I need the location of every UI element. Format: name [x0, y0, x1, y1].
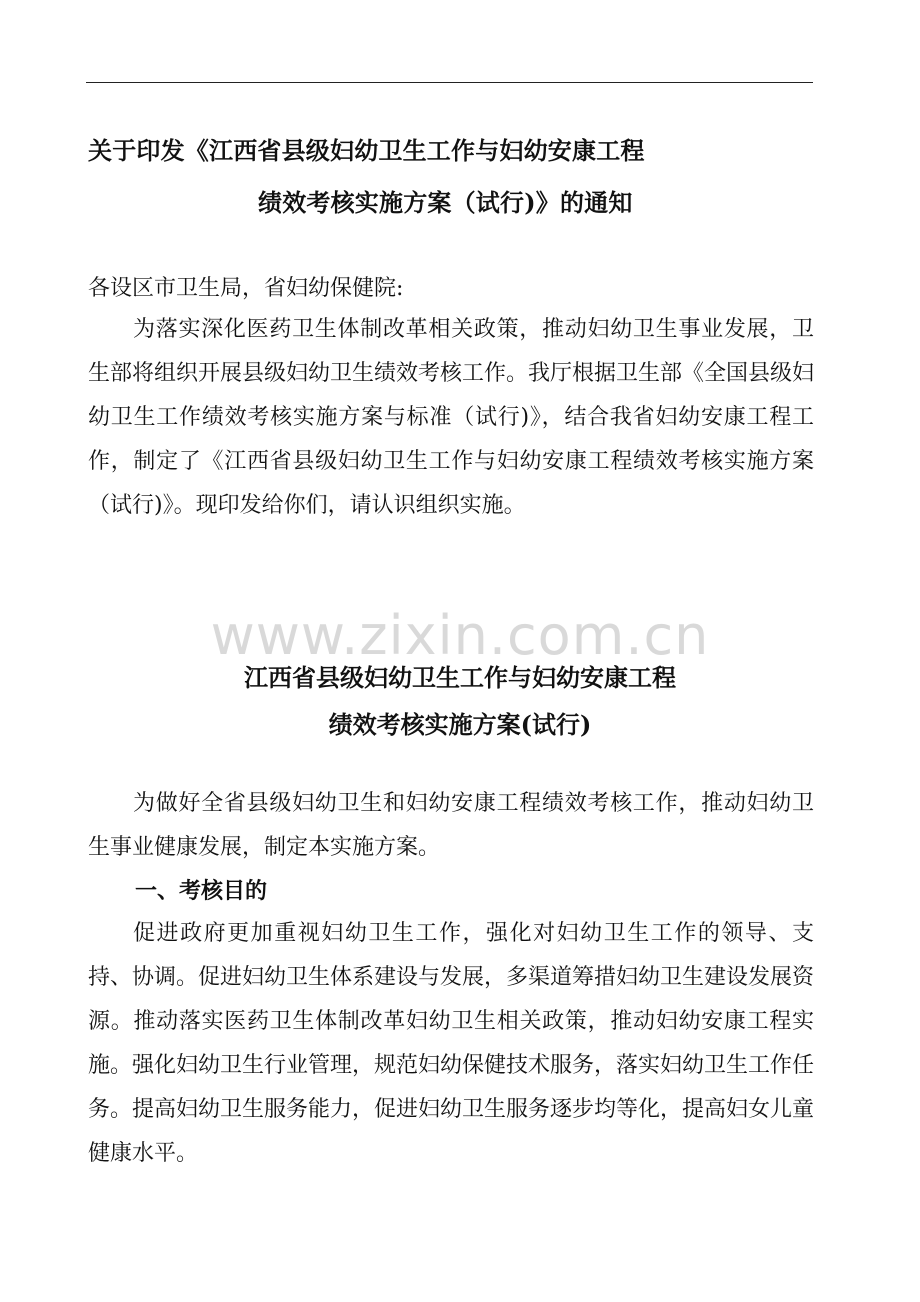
notice-title-line1: 关于印发《江西省县级妇幼卫生工作与妇幼安康工程 — [88, 136, 645, 165]
notice-title-line2: 绩效考核实施方案（试行)》的通知 — [258, 188, 633, 217]
section-body-objectives: 促进政府更加重视妇幼卫生工作，强化对妇幼卫生工作的领导、支持、协调。促进妇幼卫生体系建设与发展，多渠道筹措妇幼卫生建设发展资源。推动落实医药卫生体制改革妇幼卫生相关政策，推动妇幼安康工程实施。强化妇幼卫生行业管理，规范妇幼保健技术服务，落实妇幼卫生工作任务。提高妇幼卫生服务能力，促进妇幼卫生服务逐步均等化，提高妇女儿童健康水平。 — [88, 921, 815, 1166]
plan-title-line1: 江西省县级妇幼卫生工作与妇幼安康工程 — [244, 663, 676, 692]
plan-title-line2: 绩效考核实施方案(试行) — [328, 710, 592, 739]
header-rule — [86, 82, 813, 83]
notice-body-paragraph: 为落实深化医药卫生体制改革相关政策，推动妇幼卫生事业发展，卫生部将组织开展县级妇幼卫生绩效考核工作。我厅根据卫生部《全国县级妇幼卫生工作绩效考核实施方案与标准（试行)》，结合我省妇幼安康工程工作，制定了《江西省县级妇幼卫生工作与妇幼安康工程绩效考核实施方案（试行)》。现印发给你们，请认识组织实施。 — [88, 317, 815, 518]
section-heading-objectives: 一、考核目的 — [135, 878, 268, 904]
plan-intro-paragraph: 为做好全省县级妇幼卫生和妇幼安康工程绩效考核工作，推动妇幼卫生事业健康发展，制定本实施方案。 — [88, 791, 814, 860]
watermark: www.zixin.com.cn — [210, 604, 710, 667]
notice-salutation: 各设区市卫生局，省妇幼保健院: — [88, 276, 404, 301]
